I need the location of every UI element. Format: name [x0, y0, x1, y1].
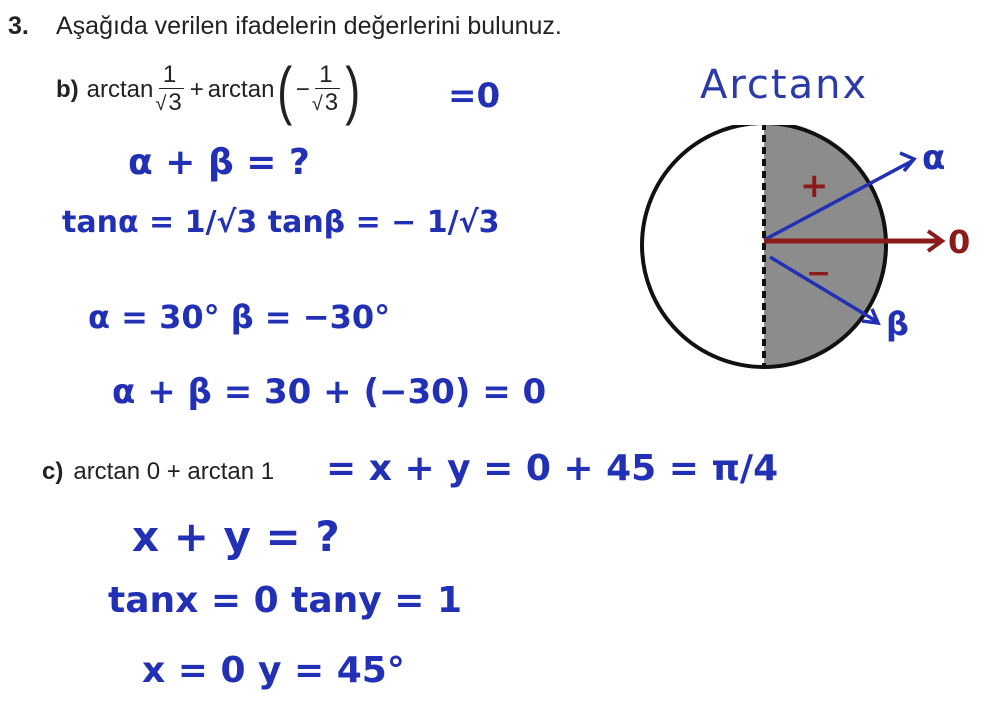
- right-paren: ): [345, 54, 361, 126]
- alpha-label: α: [922, 138, 946, 178]
- part-b-minus: −: [295, 76, 310, 103]
- part-b-fraction-2: [312, 62, 340, 118]
- part-b-label: b): [56, 76, 79, 103]
- part-b-plus: +: [189, 76, 204, 103]
- part-b-expression: [56, 54, 363, 126]
- arctan-circle-diagram: [630, 125, 990, 385]
- part-b-work-line-2: tanα = 1/√3 tanβ = − 1/√3: [62, 205, 500, 240]
- sqrt-symbol: √: [311, 93, 323, 115]
- part-b-fn1: arctan: [86, 76, 154, 103]
- part-c-work-line-2: tanx = 0 tany = 1: [108, 580, 463, 621]
- fraction-1-denominator: √3: [155, 89, 182, 116]
- part-b-fraction-1: [155, 62, 183, 118]
- fraction-1-numerator: 1: [159, 62, 180, 89]
- question-prompt: Aşağıda verilen ifadelerin değerlerini bulunuz.: [56, 12, 562, 40]
- question-number: 3.: [8, 12, 29, 40]
- part-b-work-line-1: α + β = ?: [128, 142, 310, 183]
- zero-label: 0: [948, 223, 971, 261]
- part-b-handwritten-result: =0: [448, 76, 501, 116]
- part-c-label: c): [42, 458, 64, 485]
- fraction-2-denominator: √3: [311, 89, 339, 116]
- sqrt-symbol: √: [155, 93, 167, 115]
- plus-sign-label: +: [800, 166, 829, 206]
- part-c-expression: [42, 458, 274, 486]
- part-c-work-line-3: x = 0 y = 45°: [142, 650, 405, 691]
- part-c-work-line-1: x + y = ?: [132, 512, 340, 561]
- part-c-printed-expression: arctan 0 + arctan 1: [73, 458, 275, 485]
- part-b-work-line-4: α + β = 30 + (−30) = 0: [112, 372, 547, 412]
- beta-label: β: [886, 305, 909, 343]
- part-b-work-line-3: α = 30° β = −30°: [88, 298, 391, 336]
- part-c-handwritten-result: = x + y = 0 + 45 = π/4: [326, 448, 779, 489]
- minus-sign-label: −: [806, 256, 832, 291]
- part-b-fn2: arctan: [207, 76, 275, 103]
- fraction-2-numerator: 1: [315, 62, 336, 89]
- left-paren: (: [277, 54, 293, 126]
- diagram-title: Arctanx: [700, 62, 869, 108]
